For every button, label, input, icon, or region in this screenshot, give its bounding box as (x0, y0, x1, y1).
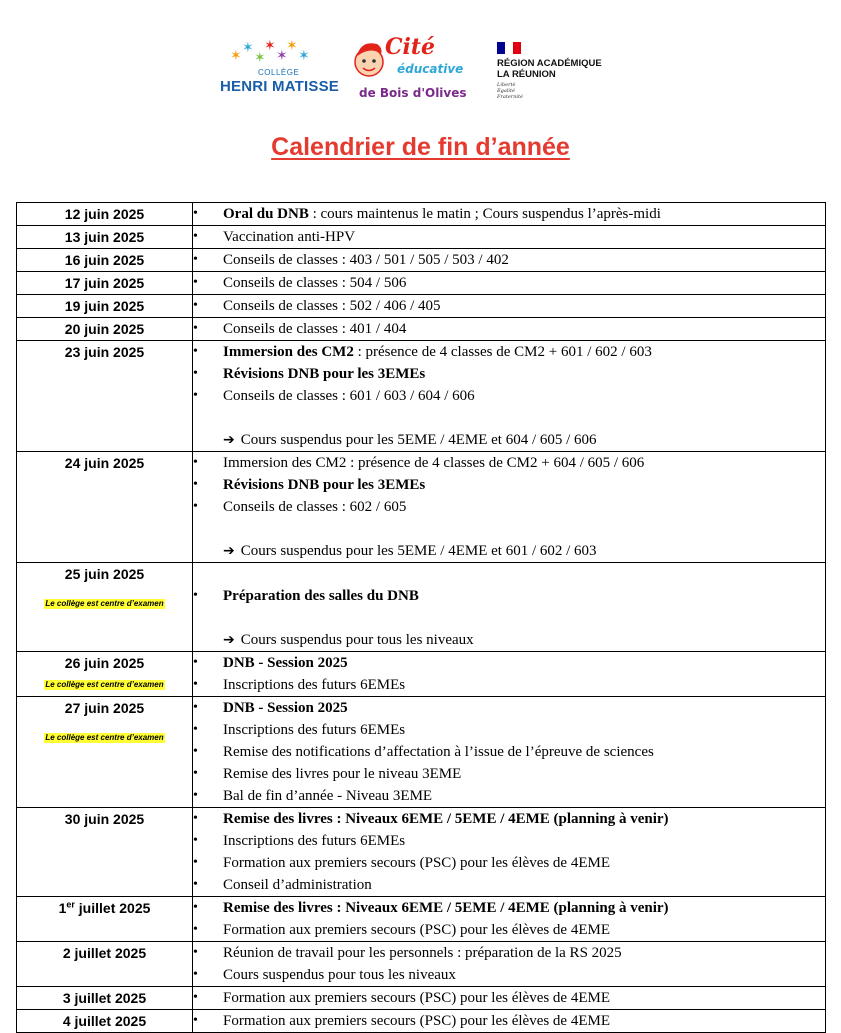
list-item (193, 272, 825, 294)
table-row (17, 808, 826, 897)
item-text: Conseils de classes : 502 / 406 / 405 (223, 298, 441, 314)
row-date: 16 juin 2025 (64, 252, 145, 268)
item-text: Remise des livres pour le niveau 3EME (223, 766, 462, 782)
table-row (17, 987, 826, 1010)
item-text: Cours suspendus pour tous les niveaux (223, 967, 456, 983)
child-face-icon (351, 36, 387, 84)
item-bold-text: Remise des livres : Niveaux 6EME / 5EME / 4EME (planning à venir) (223, 811, 669, 827)
table-row (17, 341, 826, 452)
row-date: 26 juin 2025 (64, 655, 145, 671)
item-bold-text: Révisions DNB pour les 3EMEs (223, 477, 426, 493)
region-academique-logo (497, 42, 637, 102)
list-item (193, 203, 825, 225)
row-date: 24 juin 2025 (64, 455, 145, 471)
details-cell (193, 203, 826, 226)
date-cell (17, 341, 193, 452)
date-cell (17, 987, 193, 1010)
list-item (193, 964, 825, 986)
item-text: : présence de 4 classes de CM2 + 601 / 602 / 603 (353, 344, 652, 360)
table-row (17, 318, 826, 341)
list-item (193, 830, 825, 852)
list-item (193, 585, 825, 607)
row-date: 4 juillet 2025 (62, 1013, 147, 1029)
details-cell (193, 249, 826, 272)
list-item (193, 719, 825, 741)
item-list (193, 318, 825, 340)
item-text: Inscriptions des futurs 6EMEs (223, 833, 406, 849)
date-cell (17, 808, 193, 897)
row-date: 25 juin 2025 (64, 566, 145, 582)
table-row (17, 272, 826, 295)
list-item (193, 897, 825, 919)
date-cell (17, 563, 193, 652)
right-arrow-icon: ➔ (223, 543, 235, 559)
table-row (17, 226, 826, 249)
details-cell (193, 226, 826, 249)
row-date: 17 juin 2025 (64, 275, 145, 291)
date-cell (17, 226, 193, 249)
item-bold-text: Immersion des CM2 (223, 344, 354, 360)
item-text: Formation aux premiers secours (PSC) pour les élèves de 4EME (223, 855, 611, 871)
list-item (193, 852, 825, 874)
svg-text:✶: ✶ (230, 48, 242, 64)
header-logos (0, 34, 841, 106)
details-cell (193, 341, 826, 452)
list-item (193, 1010, 825, 1032)
item-text: Conseils de classes : 504 / 506 (223, 275, 407, 291)
item-text: Immersion des CM2 : présence de 4 classes de CM2 + 604 / 605 / 606 (223, 455, 645, 471)
item-text: Conseils de classes : 602 / 605 (223, 499, 407, 515)
exam-center-badge: Le collège est centre d’examen (45, 680, 164, 689)
list-item (193, 226, 825, 248)
item-text: Conseils de classes : 401 / 404 (223, 321, 407, 337)
item-list (193, 272, 825, 294)
college-henri-matisse-logo (218, 38, 339, 102)
svg-text:✶: ✶ (242, 40, 254, 56)
item-bold-text: Préparation des salles du DNB (223, 588, 419, 604)
french-flag-icon (497, 42, 521, 54)
list-item (193, 295, 825, 317)
item-list (193, 942, 825, 986)
details-cell (193, 808, 826, 897)
list-item (193, 249, 825, 271)
list-item (193, 785, 825, 807)
item-text: Inscriptions des futurs 6EMEs (223, 677, 406, 693)
svg-text:✶: ✶ (298, 48, 310, 64)
arrow-note (193, 629, 825, 651)
details-cell (193, 318, 826, 341)
table-row (17, 942, 826, 987)
item-bold-text: Oral du DNB (223, 206, 309, 222)
list-item (193, 919, 825, 941)
table-row (17, 249, 826, 272)
table-row (17, 697, 826, 808)
row-date: 3 juillet 2025 (62, 990, 147, 1006)
item-text: Conseil d’administration (223, 877, 372, 893)
list-item (193, 874, 825, 896)
item-text: Inscriptions des futurs 6EMEs (223, 722, 406, 738)
details-cell (193, 652, 826, 697)
table-row (17, 1010, 826, 1033)
row-date: 23 juin 2025 (64, 344, 145, 360)
item-list (193, 226, 825, 248)
matisse-small-text: COLLÈGE (258, 68, 300, 77)
item-list (193, 295, 825, 317)
list-item (193, 496, 825, 518)
item-list (193, 808, 825, 896)
details-cell (193, 1010, 826, 1033)
item-text: Remise des notifications d’affectation à l’issue de l’épreuve de sciences (223, 744, 654, 760)
table-row (17, 897, 826, 942)
item-list (193, 697, 825, 807)
date-cell (17, 652, 193, 697)
arrow-note-text: Cours suspendus pour les 5EME / 4EME et 604 / 605 / 606 (240, 432, 597, 448)
details-cell (193, 987, 826, 1010)
item-text: Conseils de classes : 601 / 603 / 604 / 606 (223, 388, 475, 404)
row-date: 1er juillet 2025 (58, 899, 151, 916)
row-date: 12 juin 2025 (64, 206, 145, 222)
page-title: Calendrier de fin d’année (271, 133, 570, 161)
item-list (193, 452, 825, 518)
item-list (193, 897, 825, 941)
list-item (193, 697, 825, 719)
list-item (193, 808, 825, 830)
item-list (193, 249, 825, 271)
cite-educative-word: éducative (397, 62, 464, 76)
date-cell (17, 452, 193, 563)
item-list (193, 652, 825, 696)
exam-center-badge: Le collège est centre d’examen (45, 733, 164, 742)
item-text: Formation aux premiers secours (PSC) pour les élèves de 4EME (223, 922, 611, 938)
arrow-note (193, 540, 825, 562)
date-cell (17, 697, 193, 808)
table-row (17, 203, 826, 226)
cite-word: Cité (385, 34, 436, 60)
row-date: 13 juin 2025 (64, 229, 145, 245)
svg-text:✶: ✶ (264, 38, 276, 54)
exam-center-badge: Le collège est centre d’examen (45, 599, 164, 608)
stars-figures-icon (230, 38, 316, 68)
row-date: 27 juin 2025 (64, 700, 145, 716)
cite-bois-dolives: de Bois d'Olives (359, 86, 467, 100)
list-item (193, 318, 825, 340)
list-item (193, 363, 825, 385)
item-text: Réunion de travail pour les personnels : préparation de la RS 2025 (223, 945, 622, 961)
list-item (193, 385, 825, 407)
list-item (193, 452, 825, 474)
table-row (17, 295, 826, 318)
item-text: Formation aux premiers secours (PSC) pour les élèves de 4EME (223, 1013, 611, 1029)
date-cell (17, 318, 193, 341)
details-cell (193, 452, 826, 563)
details-cell (193, 897, 826, 942)
right-arrow-icon: ➔ (223, 632, 235, 648)
list-item (193, 474, 825, 496)
item-list (193, 203, 825, 225)
region-line-2: LA RÉUNION (497, 69, 556, 80)
item-bold-text: DNB - Session 2025 (223, 655, 348, 671)
item-text: Bal de fin d’année - Niveau 3EME (223, 788, 433, 804)
motto-fraternite: Fraternité (497, 94, 523, 100)
item-text: Conseils de classes : 403 / 501 / 505 / 503 / 402 (223, 252, 509, 268)
date-cell (17, 942, 193, 987)
svg-text:✶: ✶ (276, 48, 288, 64)
region-line-1: RÉGION ACADÉMIQUE (497, 58, 602, 69)
item-text: Formation aux premiers secours (PSC) pour les élèves de 4EME (223, 990, 611, 1006)
motto-liberte: Liberté (497, 82, 516, 88)
arrow-note-text: Cours suspendus pour tous les niveaux (240, 632, 474, 648)
table-row (17, 563, 826, 652)
list-item (193, 652, 825, 674)
calendar-table (16, 202, 826, 1033)
item-list (193, 341, 825, 407)
item-bold-text: DNB - Session 2025 (223, 700, 348, 716)
list-item (193, 942, 825, 964)
arrow-note-text: Cours suspendus pour les 5EME / 4EME et 601 / 602 / 603 (240, 543, 597, 559)
date-cell (17, 295, 193, 318)
details-cell (193, 697, 826, 808)
details-cell (193, 295, 826, 318)
item-list (193, 987, 825, 1009)
motto-egalite: Égalité (497, 88, 515, 94)
item-bold-text: Révisions DNB pour les 3EMEs (223, 366, 426, 382)
item-list (193, 1010, 825, 1032)
row-date: 20 juin 2025 (64, 321, 145, 337)
list-item (193, 987, 825, 1009)
item-text: : cours maintenus le matin ; Cours suspendus l’après-midi (308, 206, 661, 222)
table-row (17, 452, 826, 563)
details-cell (193, 272, 826, 295)
item-list (193, 585, 825, 607)
arrow-note (193, 429, 825, 451)
date-cell (17, 203, 193, 226)
details-cell (193, 563, 826, 652)
list-item (193, 763, 825, 785)
table-row (17, 652, 826, 697)
date-cell (17, 272, 193, 295)
svg-text:✶: ✶ (254, 50, 266, 66)
row-date: 19 juin 2025 (64, 298, 145, 314)
item-bold-text: Remise des livres : Niveaux 6EME / 5EME / 4EME (planning à venir) (223, 900, 669, 916)
row-date: 2 juillet 2025 (62, 945, 147, 961)
cite-educative-logo (345, 34, 467, 106)
list-item (193, 674, 825, 696)
row-date: 30 juin 2025 (64, 811, 145, 827)
date-cell (17, 249, 193, 272)
svg-text:✶: ✶ (286, 38, 298, 54)
item-text: Vaccination anti-HPV (223, 229, 356, 245)
right-arrow-icon: ➔ (223, 432, 235, 448)
date-cell (17, 1010, 193, 1033)
matisse-name-text: HENRI MATISSE (220, 78, 339, 95)
list-item (193, 341, 825, 363)
date-cell (17, 897, 193, 942)
details-cell (193, 942, 826, 987)
list-item (193, 741, 825, 763)
